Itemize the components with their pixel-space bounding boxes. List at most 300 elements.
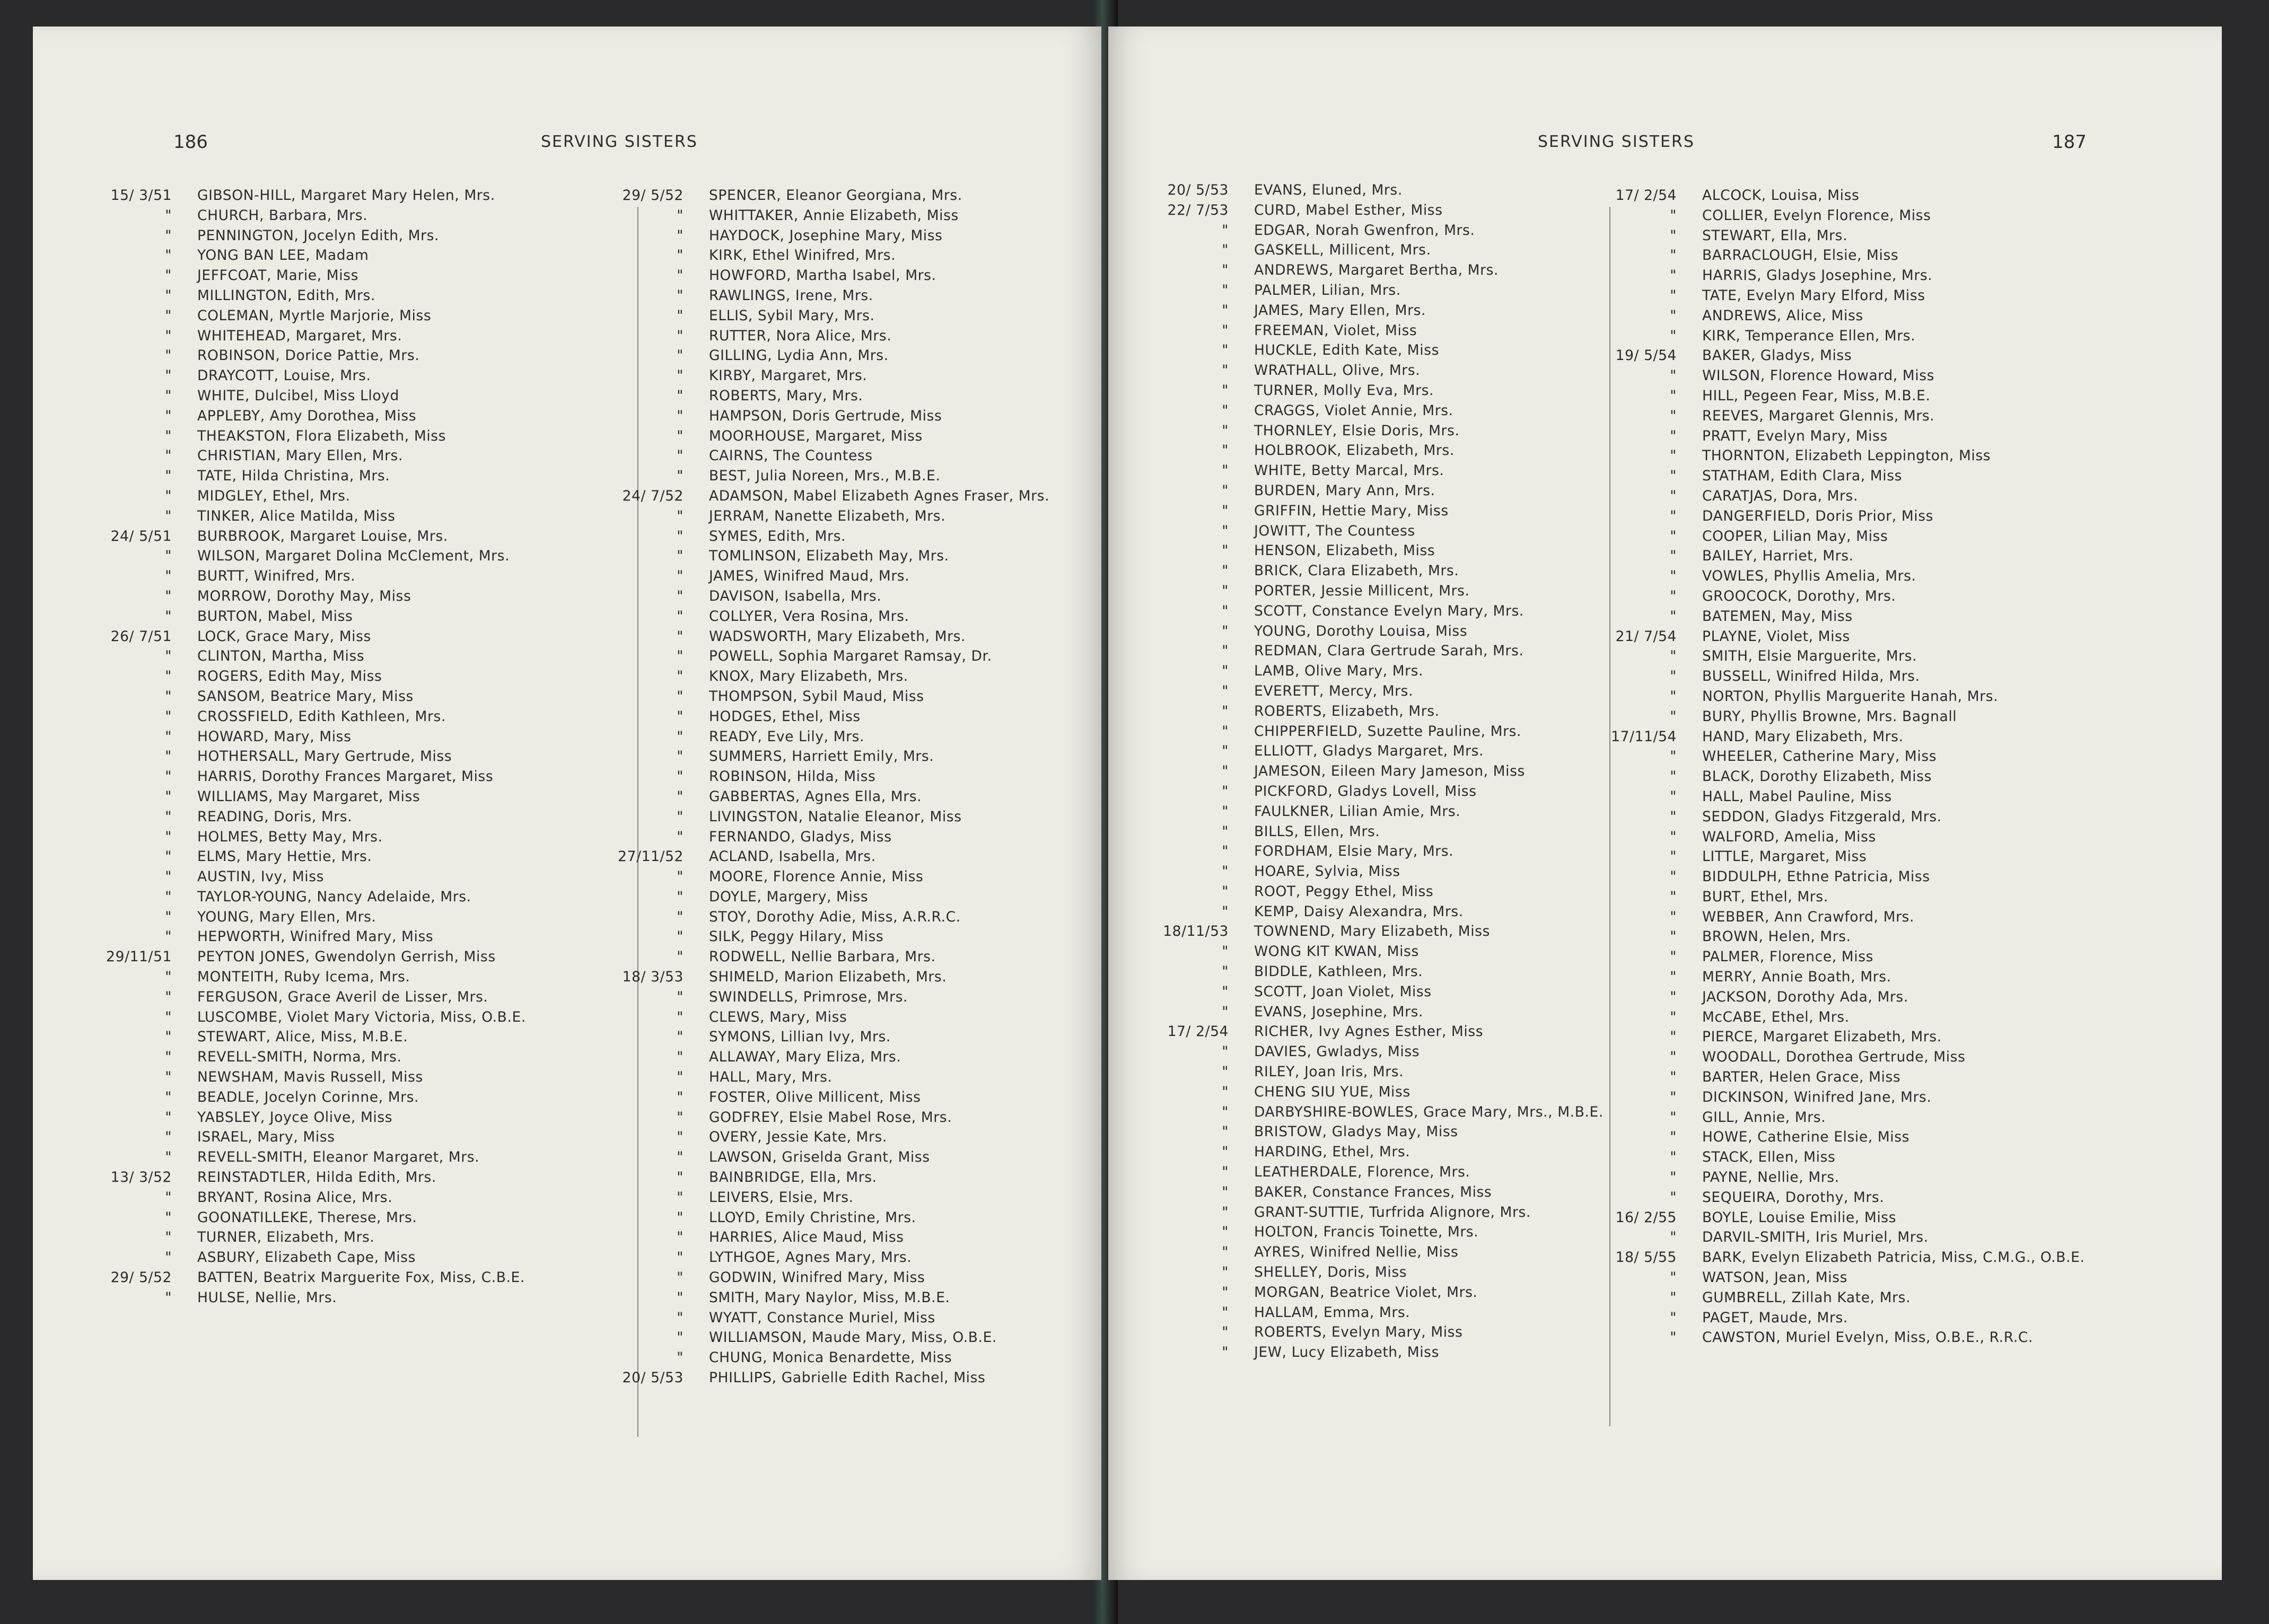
- entry-row: [1596, 1248, 2190, 1268]
- entry-date: ": [1670, 788, 1677, 805]
- entry-date: ": [165, 207, 172, 224]
- entry-date: ": [1222, 803, 1229, 820]
- entry-row: [603, 506, 1101, 526]
- entry-name: CRAGGS, Violet Annie, Mrs.: [1254, 402, 1453, 419]
- entry-row: [1596, 927, 2190, 947]
- entry-row: [91, 887, 648, 907]
- entry-row: [91, 586, 648, 607]
- entry-date: ": [1670, 1289, 1677, 1306]
- entry-date: ": [165, 507, 172, 524]
- entry-date: ": [165, 1149, 172, 1166]
- entry-date: ": [1670, 407, 1677, 424]
- entry-date: 17/ 2/54: [1167, 1023, 1229, 1040]
- entry-row: [603, 727, 1101, 747]
- entry-row: [1148, 221, 1670, 241]
- entry-date: ": [1222, 783, 1229, 800]
- entry-date: ": [1670, 848, 1677, 865]
- entry-date: ": [1670, 1109, 1677, 1126]
- entry-date: ": [1222, 763, 1229, 780]
- entry-row: [603, 206, 1101, 226]
- entry-name: ROGERS, Edith May, Miss: [197, 668, 382, 685]
- entry-row: [1596, 366, 2190, 386]
- entry-date: ": [1670, 908, 1677, 925]
- entry-row: [91, 486, 648, 506]
- entry-name: EVANS, Josephine, Mrs.: [1254, 1003, 1424, 1020]
- entry-name: BARTER, Helen Grace, Miss: [1702, 1069, 1901, 1086]
- entry-name: BAILEY, Harriet, Mrs.: [1702, 548, 1854, 565]
- entry-date: 22/ 7/53: [1167, 201, 1229, 218]
- entry-row: [603, 1348, 1101, 1368]
- entry-name: GROOCOCK, Dorothy, Mrs.: [1702, 587, 1896, 604]
- entry-row: [603, 927, 1101, 947]
- entry-date: ": [165, 808, 172, 825]
- entry-name: CAWSTON, Muriel Evelyn, Miss, O.B.E., R.R.C.: [1702, 1329, 2033, 1346]
- entry-row: [1596, 1167, 2190, 1188]
- entry-row: [1148, 882, 1670, 902]
- entry-row: [1596, 586, 2190, 607]
- entry-name: LYTHGOE, Agnes Mary, Mrs.: [709, 1249, 912, 1266]
- entry-row: [603, 346, 1101, 366]
- entry-row: [603, 747, 1101, 767]
- entry-name: WHITE, Betty Marcal, Mrs.: [1254, 462, 1444, 479]
- entry-name: HOWARD, Mary, Miss: [197, 728, 352, 745]
- entry-date: ": [677, 507, 684, 524]
- entry-name: COLEMAN, Myrtle Marjorie, Miss: [197, 307, 432, 324]
- entry-date: ": [677, 1309, 684, 1326]
- entry-date: ": [677, 447, 684, 464]
- entry-date: ": [1670, 227, 1677, 244]
- entry-name: BURT, Ethel, Mrs.: [1702, 888, 1828, 905]
- entry-row: [91, 907, 648, 927]
- entry-date: ": [165, 1109, 172, 1126]
- entry-name: COLLIER, Evelyn Florence, Miss: [1702, 207, 1931, 224]
- entry-name: SWINDELLS, Primrose, Mrs.: [709, 988, 908, 1005]
- entry-row: [603, 807, 1101, 827]
- entry-row: [91, 1087, 648, 1108]
- entry-date: ": [165, 427, 172, 444]
- entry-name: THOMPSON, Sybil Maud, Miss: [709, 688, 924, 705]
- entry-name: SMITH, Mary Naylor, Miss, M.B.E.: [709, 1289, 950, 1306]
- entry-name: KIRK, Temperance Ellen, Mrs.: [1702, 327, 1916, 344]
- entry-row: [1596, 546, 2190, 566]
- entry-date: ": [1670, 1129, 1677, 1146]
- entry-row: [1596, 1067, 2190, 1087]
- entry-row: [91, 1067, 648, 1087]
- entry-row: [603, 907, 1101, 927]
- entry-name: TOWNEND, Mary Elizabeth, Miss: [1254, 923, 1491, 940]
- entry-row: [1148, 1002, 1670, 1022]
- right-page: [1108, 27, 2222, 1580]
- entry-name: TINKER, Alice Matilda, Miss: [197, 507, 396, 524]
- entry-date: ": [1222, 582, 1229, 599]
- entry-name: SYMONS, Lillian Ivy, Mrs.: [709, 1029, 891, 1046]
- page-number: 187: [2052, 131, 2087, 153]
- entry-row: [91, 1188, 648, 1208]
- entry-date: ": [165, 648, 172, 665]
- entry-name: DRAYCOTT, Louise, Mrs.: [197, 367, 371, 384]
- entry-name: SEDDON, Gladys Fitzgerald, Mrs.: [1702, 808, 1942, 825]
- entry-name: RAWLINGS, Irene, Mrs.: [709, 287, 873, 304]
- entry-row: [1596, 1087, 2190, 1108]
- entry-date: ": [1222, 943, 1229, 960]
- entry-date: ": [677, 1149, 684, 1166]
- entry-name: PEYTON JONES, Gwendolyn Gerrish, Miss: [197, 949, 496, 965]
- entries-column: [1148, 180, 1670, 1363]
- entry-row: [91, 206, 648, 226]
- entry-date: ": [165, 247, 172, 264]
- entry-name: BAKER, Gladys, Miss: [1702, 347, 1852, 364]
- entry-date: ": [165, 688, 172, 705]
- entry-date: ": [1670, 1329, 1677, 1346]
- entry-name: BRYANT, Rosina Alice, Mrs.: [197, 1189, 393, 1206]
- entry-row: [1596, 406, 2190, 426]
- entry-date: 27/11/52: [618, 848, 684, 865]
- entry-date: ": [677, 1029, 684, 1046]
- entry-row: [603, 687, 1101, 707]
- entry-row: [603, 466, 1101, 486]
- entry-date: ": [1670, 808, 1677, 825]
- entry-row: [91, 987, 648, 1007]
- entry-row: [603, 446, 1101, 466]
- entry-date: ": [1222, 682, 1229, 699]
- entry-row: [1148, 962, 1670, 982]
- entry-date: ": [1222, 402, 1229, 419]
- entry-row: [1148, 661, 1670, 681]
- entry-date: ": [1670, 1049, 1677, 1066]
- entry-date: ": [1670, 648, 1677, 665]
- entry-date: ": [1670, 1309, 1677, 1326]
- entry-row: [91, 627, 648, 647]
- entry-date: ": [677, 307, 684, 324]
- entry-row: [1596, 767, 2190, 787]
- entry-name: LLOYD, Emily Christine, Mrs.: [709, 1209, 916, 1226]
- entry-name: GILLING, Lydia Ann, Mrs.: [709, 347, 889, 364]
- entry-row: [1596, 867, 2190, 887]
- entry-row: [603, 947, 1101, 967]
- entry-date: ": [165, 267, 172, 284]
- entry-date: ": [1222, 522, 1229, 539]
- entry-row: [91, 1047, 648, 1067]
- entry-name: VOWLES, Phyllis Amelia, Mrs.: [1702, 568, 1916, 585]
- entry-date: ": [677, 949, 684, 965]
- entry-row: [1148, 301, 1670, 321]
- entry-row: [1148, 1182, 1670, 1202]
- entry-row: [603, 406, 1101, 426]
- entry-date: ": [677, 587, 684, 604]
- entry-row: [91, 1248, 648, 1268]
- entry-date: ": [677, 287, 684, 304]
- entry-date: ": [165, 1189, 172, 1206]
- entry-name: HAND, Mary Elizabeth, Mrs.: [1702, 728, 1904, 745]
- entry-name: PHILLIPS, Gabrielle Edith Rachel, Miss: [709, 1370, 986, 1386]
- entry-name: GRANT-SUTTIE, Turfrida Alignore, Mrs.: [1254, 1204, 1531, 1221]
- entry-date: ": [1222, 242, 1229, 259]
- entry-date: ": [165, 1029, 172, 1046]
- entry-name: LIVINGSTON, Natalie Eleanor, Miss: [709, 808, 962, 825]
- entry-row: [603, 1087, 1101, 1108]
- entry-name: HEPWORTH, Winifred Mary, Miss: [197, 928, 434, 945]
- entry-name: HUCKLE, Edith Kate, Miss: [1254, 342, 1440, 359]
- entry-row: [1148, 902, 1670, 922]
- entry-date: ": [1222, 482, 1229, 499]
- entry-name: TATE, Evelyn Mary Elford, Miss: [1702, 287, 1925, 304]
- entry-row: [1148, 260, 1670, 280]
- entry-date: ": [677, 1269, 684, 1286]
- entry-date: 18/ 5/55: [1615, 1249, 1677, 1266]
- entry-name: BOYLE, Louise Emilie, Miss: [1702, 1209, 1897, 1226]
- entry-date: 26/ 7/51: [110, 628, 172, 645]
- entry-row: [1596, 987, 2190, 1007]
- entry-row: [91, 566, 648, 586]
- entry-date: ": [165, 1229, 172, 1246]
- entry-row: [603, 1188, 1101, 1208]
- entry-name: BIDDLE, Kathleen, Mrs.: [1254, 963, 1423, 980]
- entry-row: [91, 727, 648, 747]
- entry-name: PIERCE, Margaret Elizabeth, Mrs.: [1702, 1029, 1942, 1046]
- entry-date: ": [1670, 307, 1677, 324]
- entry-name: BAINBRIDGE, Ella, Mrs.: [709, 1169, 877, 1186]
- entry-row: [603, 787, 1101, 807]
- entry-row: [1596, 386, 2190, 406]
- entry-date: ": [677, 888, 684, 905]
- entry-row: [1148, 862, 1670, 882]
- entry-name: ISRAEL, Mary, Miss: [197, 1129, 335, 1146]
- entry-name: ROBERTS, Evelyn Mary, Miss: [1254, 1324, 1463, 1341]
- entry-date: ": [677, 327, 684, 344]
- entry-row: [1596, 1308, 2190, 1328]
- entry-date: ": [1222, 1043, 1229, 1060]
- entry-row: [91, 927, 648, 947]
- entry-date: ": [1222, 1304, 1229, 1321]
- entry-row: [91, 646, 648, 666]
- entry-name: MERRY, Annie Boath, Mrs.: [1702, 969, 1891, 986]
- entry-date: ": [1222, 643, 1229, 660]
- entry-name: HARRIS, Dorothy Frances Margaret, Miss: [197, 768, 494, 785]
- entry-name: HALL, Mabel Pauline, Miss: [1702, 788, 1892, 805]
- entry-name: DARBYSHIRE-BOWLES, Grace Mary, Mrs., M.B.E.: [1254, 1103, 1604, 1120]
- entry-date: ": [677, 748, 684, 765]
- entry-row: [1148, 280, 1670, 301]
- entry-name: RICHER, Ivy Agnes Esther, Miss: [1254, 1023, 1484, 1040]
- entry-date: ": [1670, 447, 1677, 464]
- entry-row: [603, 426, 1101, 446]
- entry-date: ": [677, 407, 684, 424]
- entry-row: [1148, 1322, 1670, 1342]
- entry-name: SHELLEY, Doris, Miss: [1254, 1264, 1407, 1281]
- entry-date: ": [165, 969, 172, 986]
- entry-date: ": [1670, 427, 1677, 444]
- entry-name: FREEMAN, Violet, Miss: [1254, 322, 1417, 339]
- entry-row: [91, 306, 648, 326]
- entry-row: [603, 707, 1101, 727]
- entry-row: [603, 306, 1101, 326]
- entry-row: [1148, 1122, 1670, 1142]
- entry-date: ": [677, 347, 684, 364]
- entry-row: [91, 607, 648, 627]
- entry-name: HAYDOCK, Josephine Mary, Miss: [709, 227, 943, 244]
- entry-name: YABSLEY, Joyce Olive, Miss: [197, 1109, 393, 1126]
- entry-date: ": [677, 528, 684, 545]
- entry-name: BAKER, Constance Frances, Miss: [1254, 1183, 1492, 1200]
- entry-date: ": [677, 468, 684, 485]
- entry-date: ": [1670, 367, 1677, 384]
- entry-name: WILSON, Florence Howard, Miss: [1702, 367, 1935, 384]
- entry-name: BRISTOW, Gladys May, Miss: [1254, 1123, 1458, 1140]
- entry-date: ": [677, 1049, 684, 1066]
- entry-row: [603, 1368, 1101, 1388]
- entry-name: ELMS, Mary Hettie, Mrs.: [197, 848, 372, 865]
- entry-name: GRIFFIN, Hettie Mary, Miss: [1254, 502, 1449, 519]
- entry-name: HOLTON, Francis Toinette, Mrs.: [1254, 1224, 1479, 1241]
- entry-name: LAWSON, Griselda Grant, Miss: [709, 1149, 930, 1166]
- entry-name: BUSSELL, Winifred Hilda, Mrs.: [1702, 668, 1920, 685]
- entry-name: HILL, Pegeen Fear, Miss, M.B.E.: [1702, 387, 1931, 404]
- entry-date: ": [165, 367, 172, 384]
- running-head: SERVING SISTERS: [1538, 133, 1695, 151]
- entry-date: ": [677, 568, 684, 585]
- entry-name: EVERETT, Mercy, Mrs.: [1254, 682, 1414, 699]
- entry-name: TATE, Hilda Christina, Mrs.: [197, 468, 390, 485]
- entry-row: [91, 1127, 648, 1147]
- entry-row: [91, 406, 648, 426]
- entry-name: BILLS, Ellen, Mrs.: [1254, 823, 1380, 840]
- entry-date: ": [677, 207, 684, 224]
- entry-name: NEWSHAM, Mavis Russell, Miss: [197, 1069, 423, 1086]
- entry-date: ": [1670, 949, 1677, 965]
- entry-row: [1596, 1147, 2190, 1167]
- entry-row: [1148, 942, 1670, 962]
- entry-row: [91, 426, 648, 446]
- entry-date: ": [1222, 382, 1229, 399]
- entry-name: BURBROOK, Margaret Louise, Mrs.: [197, 528, 448, 545]
- entry-name: BURTT, Winifred, Mrs.: [197, 568, 356, 585]
- entry-date: ": [1670, 1169, 1677, 1186]
- entry-row: [603, 967, 1101, 987]
- entry-name: LAMB, Olive Mary, Mrs.: [1254, 663, 1424, 680]
- entry-row: [1596, 967, 2190, 987]
- entry-name: YOUNG, Mary Ellen, Mrs.: [197, 908, 376, 925]
- entry-date: ": [677, 1209, 684, 1226]
- entry-row: [1148, 381, 1670, 401]
- entry-row: [1148, 361, 1670, 381]
- entry-row: [1148, 1022, 1670, 1042]
- entry-row: [1148, 421, 1670, 441]
- entry-date: ": [1670, 1029, 1677, 1046]
- entry-date: ": [1222, 1244, 1229, 1261]
- entry-row: [1148, 340, 1670, 361]
- entry-row: [603, 887, 1101, 907]
- entry-date: ": [677, 247, 684, 264]
- entry-name: PENNINGTON, Jocelyn Edith, Mrs.: [197, 227, 440, 244]
- entry-name: JERRAM, Nanette Elizabeth, Mrs.: [709, 507, 946, 524]
- entry-date: ": [677, 367, 684, 384]
- entry-date: ": [677, 768, 684, 785]
- entry-date: ": [677, 828, 684, 845]
- entry-row: [91, 326, 648, 346]
- entry-date: ": [165, 1289, 172, 1306]
- entry-name: GIBSON-HILL, Margaret Mary Helen, Mrs.: [197, 187, 495, 204]
- entry-date: ": [165, 287, 172, 304]
- entry-date: ": [677, 628, 684, 645]
- entry-date: ": [1222, 703, 1229, 719]
- entry-date: ": [1222, 302, 1229, 319]
- entry-row: [91, 1027, 648, 1047]
- entry-name: OVERY, Jessie Kate, Mrs.: [709, 1129, 887, 1146]
- entry-name: FAULKNER, Lilian Amie, Mrs.: [1254, 803, 1461, 820]
- entry-name: CAIRNS, The Countess: [709, 447, 873, 464]
- entries-column: [1596, 186, 2190, 1348]
- entry-date: ": [1222, 442, 1229, 459]
- entry-row: [1596, 627, 2190, 647]
- entry-name: KNOX, Mary Elizabeth, Mrs.: [709, 668, 908, 685]
- entry-date: ": [1222, 602, 1229, 619]
- entry-name: LOCK, Grace Mary, Miss: [197, 628, 371, 645]
- entry-date: 29/ 5/52: [110, 1269, 172, 1286]
- entry-name: COLLYER, Vera Rosina, Mrs.: [709, 608, 909, 625]
- entry-name: BEST, Julia Noreen, Mrs., M.B.E.: [709, 468, 941, 485]
- entry-name: CROSSFIELD, Edith Kathleen, Mrs.: [197, 708, 446, 725]
- entry-row: [1148, 621, 1670, 642]
- entry-row: [603, 1147, 1101, 1167]
- entry-date: 16/ 2/55: [1615, 1209, 1677, 1226]
- entry-date: 18/11/53: [1163, 923, 1229, 940]
- entry-name: THORNLEY, Elsie Doris, Mrs.: [1254, 422, 1460, 439]
- entry-row: [603, 1027, 1101, 1047]
- entry-date: ": [1222, 663, 1229, 680]
- entry-name: PALMER, Lilian, Mrs.: [1254, 282, 1401, 299]
- entry-row: [1596, 1007, 2190, 1028]
- entry-name: YOUNG, Dorothy Louisa, Miss: [1254, 622, 1468, 639]
- entry-name: DOYLE, Margery, Miss: [709, 888, 869, 905]
- entry-date: ": [165, 888, 172, 905]
- entry-date: 19/ 5/54: [1615, 347, 1677, 364]
- entry-row: [1148, 681, 1670, 701]
- entry-row: [91, 266, 648, 286]
- entry-date: ": [677, 548, 684, 565]
- entry-date: ": [677, 648, 684, 665]
- entry-row: [1596, 1188, 2190, 1208]
- running-head: SERVING SISTERS: [541, 133, 698, 151]
- entry-name: ANDREWS, Alice, Miss: [1702, 307, 1863, 324]
- entry-row: [1596, 1027, 2190, 1047]
- entry-name: BEADLE, Jocelyn Corinne, Mrs.: [197, 1088, 419, 1105]
- entry-date: ": [1670, 1229, 1677, 1246]
- entry-row: [1148, 1042, 1670, 1062]
- entry-name: CHRISTIAN, Mary Ellen, Mrs.: [197, 447, 403, 464]
- entry-date: ": [1222, 903, 1229, 920]
- entry-date: ": [165, 1088, 172, 1105]
- entry-row: [1596, 245, 2190, 266]
- entry-date: ": [1670, 1269, 1677, 1286]
- entries-column: [603, 186, 1101, 1388]
- entry-name: DICKINSON, Winifred Jane, Mrs.: [1702, 1088, 1932, 1105]
- entry-name: FOSTER, Olive Millicent, Miss: [709, 1088, 921, 1105]
- entry-date: ": [1222, 622, 1229, 639]
- entry-date: 15/ 3/51: [110, 187, 172, 204]
- entry-date: ": [1222, 723, 1229, 740]
- entry-name: ADAMSON, Mabel Elizabeth Agnes Fraser, Mrs.: [709, 487, 1050, 504]
- entry-name: MORROW, Dorothy May, Miss: [197, 587, 411, 604]
- entry-row: [91, 526, 648, 547]
- entry-row: [1596, 747, 2190, 767]
- entry-date: ": [1222, 502, 1229, 519]
- entry-date: ": [1670, 988, 1677, 1005]
- entry-name: EDGAR, Norah Gwenfron, Mrs.: [1254, 222, 1475, 239]
- entry-name: PAYNE, Nellie, Mrs.: [1702, 1169, 1839, 1186]
- entry-row: [1148, 1242, 1670, 1262]
- entry-row: [1148, 782, 1670, 802]
- entry-row: [1596, 1227, 2190, 1248]
